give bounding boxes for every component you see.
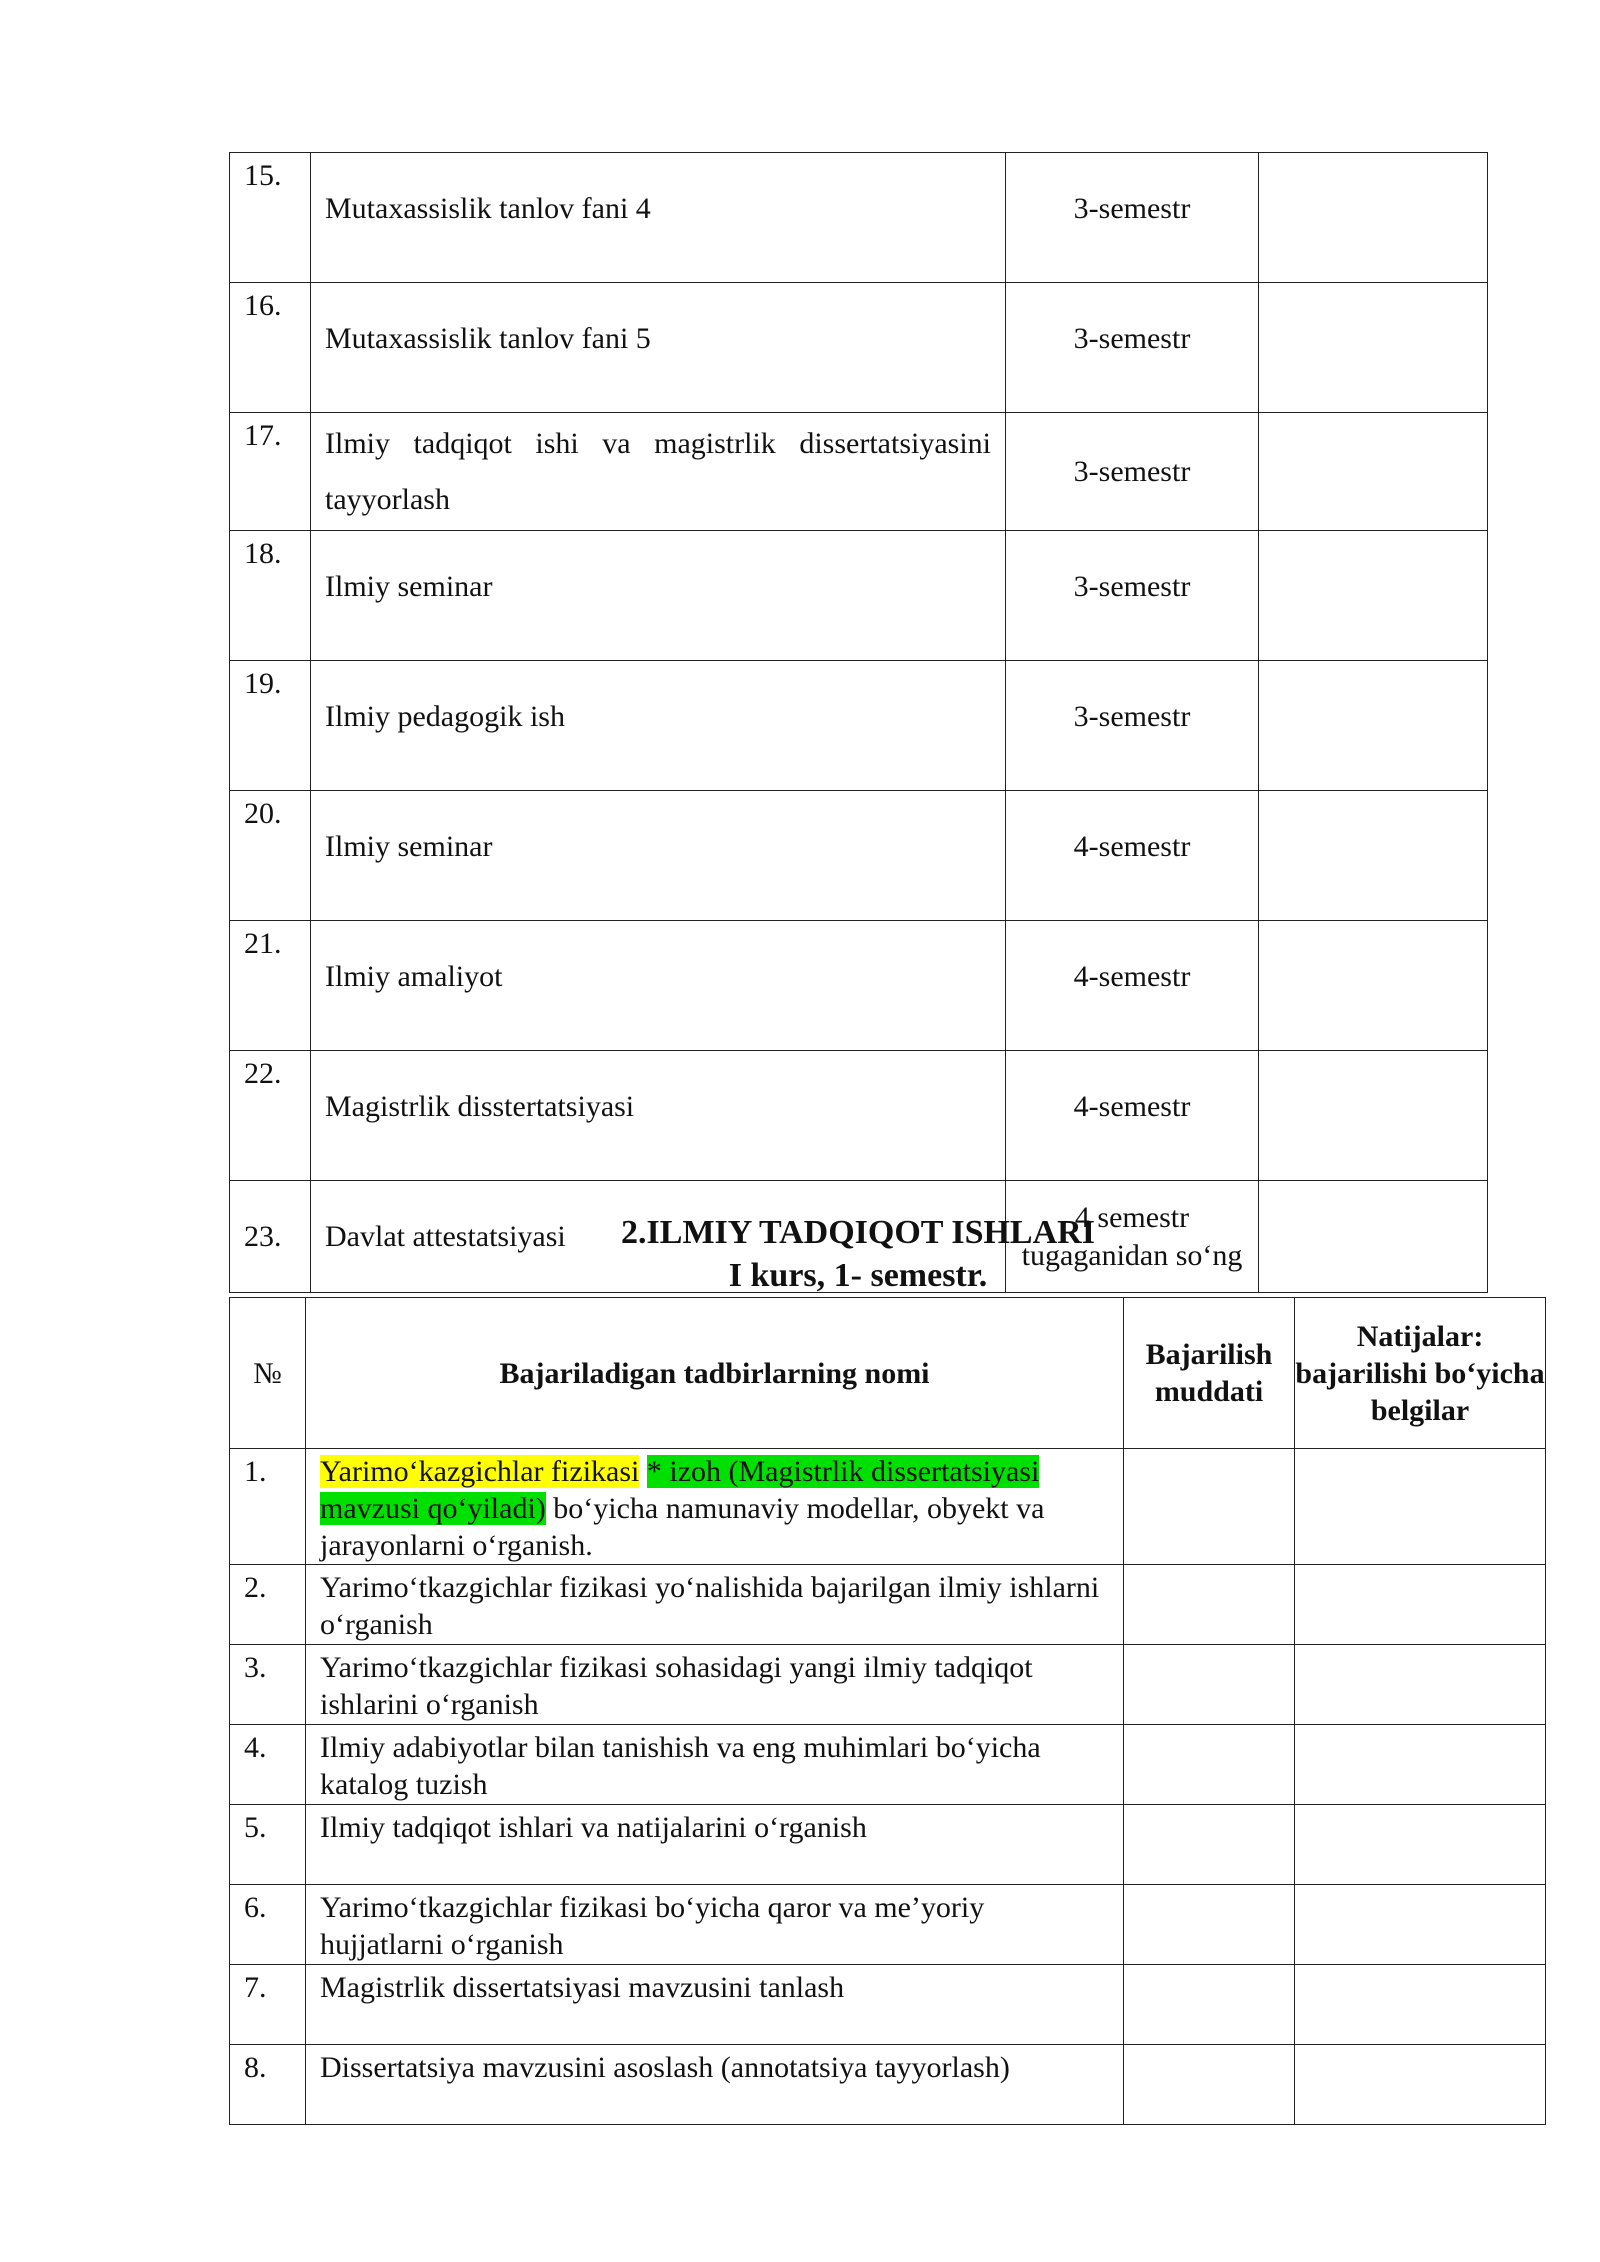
empty-cell — [1259, 1051, 1488, 1181]
semester-cell: 3-semestr — [1006, 153, 1259, 283]
row-number: 22. — [230, 1051, 311, 1181]
table-row — [230, 1965, 1546, 2045]
semester-cell: 3-semestr — [1006, 531, 1259, 661]
row-number: 2. — [230, 1565, 306, 1645]
table-row — [230, 791, 1488, 921]
row-number: 15. — [230, 153, 311, 283]
section-title: 2.ILMIY TADQIQOT ISHLARI — [621, 1214, 1095, 1251]
row-number: 7. — [230, 1965, 306, 2045]
subject-name: Ilmiy seminar — [311, 791, 1006, 921]
row-number: 4. — [230, 1725, 306, 1805]
semester-cell: 3-semestr — [1006, 413, 1259, 531]
semester-cell: 4-semestr — [1006, 1051, 1259, 1181]
subject-name: Ilmiy seminar — [311, 531, 1006, 661]
table-row — [230, 531, 1488, 661]
empty-cell — [1259, 283, 1488, 413]
subject-name: Magistrlik disstertatsiyasi — [311, 1051, 1006, 1181]
empty-cell — [1295, 1805, 1546, 1885]
empty-cell — [1295, 1565, 1546, 1645]
activity-name — [306, 1449, 1124, 1565]
empty-cell — [1124, 1565, 1295, 1645]
empty-cell — [1124, 1965, 1295, 2045]
empty-cell — [1295, 1645, 1546, 1725]
subject-name: Ilmiy tadqiqot ishi va magistrlik dissertatsiyasini tayyorlash — [311, 413, 1006, 531]
empty-cell — [1295, 1965, 1546, 2045]
subject-name: Ilmiy amaliyot — [311, 921, 1006, 1051]
empty-cell — [1124, 1885, 1295, 1965]
row-number: 20. — [230, 791, 311, 921]
header-number: № — [230, 1298, 306, 1449]
table-row — [230, 1449, 1546, 1565]
row-number: 5. — [230, 1805, 306, 1885]
table-header-row — [230, 1298, 1546, 1449]
section-subtitle: I kurs, 1- semestr. — [728, 1257, 988, 1294]
row-number: 3. — [230, 1645, 306, 1725]
research-table — [229, 1297, 1546, 2125]
table-row — [230, 921, 1488, 1051]
empty-cell — [1259, 413, 1488, 531]
row-number: 23. — [230, 1181, 311, 1293]
activity-name: Yarimo‘tkazgichlar fizikasi sohasidagi yangi ilmiy tadqiqot ishlarini o‘rganish — [306, 1645, 1124, 1725]
empty-cell — [1295, 2045, 1546, 2125]
activity-name: Ilmiy adabiyotlar bilan tanishish va eng muhimlari bo‘yicha katalog tuzish — [306, 1725, 1124, 1805]
table-row — [230, 153, 1488, 283]
subject-name: Mutaxassislik tanlov fani 5 — [311, 283, 1006, 413]
subject-name: Mutaxassislik tanlov fani 4 — [311, 153, 1006, 283]
highlighted-text-green: * izoh (Magistrlik dissertatsiyasi mavzusi qo‘yiladi) — [320, 1455, 1040, 1525]
semester-cell: 4-semestr — [1006, 921, 1259, 1051]
header-results: Natijalar: bajarilishi bo‘yicha belgilar — [1295, 1298, 1546, 1449]
empty-cell — [1259, 791, 1488, 921]
empty-cell — [1259, 531, 1488, 661]
empty-cell — [1295, 1885, 1546, 1965]
table-row — [230, 1805, 1546, 1885]
table-row — [230, 1645, 1546, 1725]
activity-name: Yarimo‘tkazgichlar fizikasi yo‘nalishida bajarilgan ilmiy ishlarni o‘rganish — [306, 1565, 1124, 1645]
row-number: 19. — [230, 661, 311, 791]
empty-cell — [1124, 1449, 1295, 1565]
empty-cell — [1295, 1449, 1546, 1565]
empty-cell — [1124, 1725, 1295, 1805]
semester-cell: 3-semestr — [1006, 283, 1259, 413]
table-row — [230, 1725, 1546, 1805]
subjects-table — [229, 152, 1488, 1293]
activity-name: Dissertatsiya mavzusini asoslash (annotatsiya tayyorlash) — [306, 2045, 1124, 2125]
table-row — [230, 1885, 1546, 1965]
table-row — [230, 1051, 1488, 1181]
semester-cell: 3-semestr — [1006, 661, 1259, 791]
table-row — [230, 413, 1488, 531]
subject-name: Ilmiy pedagogik ish — [311, 661, 1006, 791]
empty-cell — [1259, 153, 1488, 283]
activity-name: Yarimo‘tkazgichlar fizikasi bo‘yicha qaror va me’yoriy hujjatlarni o‘rganish — [306, 1885, 1124, 1965]
row-number: 18. — [230, 531, 311, 661]
row-number: 6. — [230, 1885, 306, 1965]
row-number: 1. — [230, 1449, 306, 1565]
header-deadline: Bajarilish muddati — [1124, 1298, 1295, 1449]
empty-cell — [1124, 2045, 1295, 2125]
activity-name: Magistrlik dissertatsiyasi mavzusini tanlash — [306, 1965, 1124, 2045]
semester-cell: 4 semestr tugaganidan so‘ng — [1006, 1181, 1259, 1293]
empty-cell — [1124, 1805, 1295, 1885]
highlighted-text-yellow: Yarimo‘kazgichlar fizikasi — [320, 1455, 640, 1488]
activity-text: bo‘yicha namunaviy modellar, obyekt va jarayonlarni o‘rganish. — [320, 1492, 1045, 1562]
semester-cell: 4-semestr — [1006, 791, 1259, 921]
table-row — [230, 2045, 1546, 2125]
empty-cell — [1295, 1725, 1546, 1805]
activity-name: Ilmiy tadqiqot ishlari va natijalarini o‘rganish — [306, 1805, 1124, 1885]
table-row — [230, 1565, 1546, 1645]
table-row — [230, 661, 1488, 791]
empty-cell — [1124, 1645, 1295, 1725]
row-number: 21. — [230, 921, 311, 1051]
subject-name: Davlat attestatsiyasi — [311, 1181, 1006, 1293]
row-number: 8. — [230, 2045, 306, 2125]
header-activity-name: Bajariladigan tadbirlarning nomi — [306, 1298, 1124, 1449]
row-number: 16. — [230, 283, 311, 413]
table-row — [230, 283, 1488, 413]
empty-cell — [1259, 921, 1488, 1051]
row-number: 17. — [230, 413, 311, 531]
empty-cell — [1259, 661, 1488, 791]
